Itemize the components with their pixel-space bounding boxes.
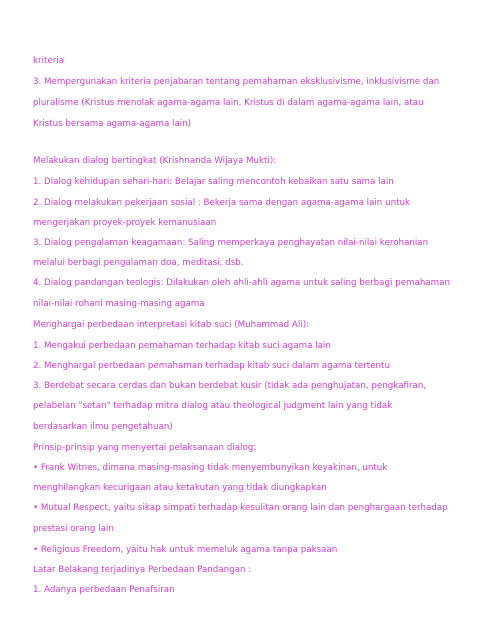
text-line: mengerjakan proyek-proyek kemanusiaan bbox=[33, 218, 217, 228]
text-line: 1. Mengakui perbedaan pemahaman terhadap kitab suci agama lain bbox=[33, 341, 331, 351]
text-line: Kristus bersama agama-agama lain) bbox=[33, 119, 192, 129]
bullet-item: • Frank Witnes, dimana masing-masing tidak menyembunyikan keyakinan, untuk bbox=[33, 463, 388, 473]
text-line: 2. Dialog melakukan pekerjaan sosial : Bekerja sama dengan agama-agama lain untuk bbox=[33, 198, 411, 208]
text-line: menghilangkan kecurigaan atau ketakutan yang tidak diungkapkan bbox=[33, 483, 327, 493]
section-heading: Menghargai perbedaan interpretasi kitab suci (Muhammad Ali): bbox=[33, 320, 310, 330]
text-line: pelabelan "setan" terhadap mitra dialog atau theological judgment lain yang tidak bbox=[33, 401, 393, 411]
text-line: pluralisme (Kristus menolak agama-agama lain, Kristus di dalam agama-agama lain, atau bbox=[33, 98, 424, 108]
text-line: 2. Menghargai perbedaan pemahaman terhadap kitab suci dalam agama tertentu bbox=[33, 361, 390, 371]
text-line: melalui berbagi pengalaman doa, meditasi, dsb. bbox=[33, 258, 244, 268]
text-line: 1. Adanya perbedaan Penafsiran bbox=[33, 585, 175, 595]
text-line: 1. Dialog kehidupan sehari-hari: Belajar saling mencontoh kebaikan satu sama lain bbox=[33, 177, 394, 187]
text-line: 3. Berdebat secara cerdas dan bukan berdebat kusir (tidak ada penghujatan, pengkafiran, bbox=[33, 381, 427, 391]
text-line: 3. Dialog pengalaman keagamaan: Saling memperkaya penghayatan nilai-nilai kerohanian bbox=[33, 238, 429, 248]
bullet-item: • Mutual Respect, yaitu sikap simpati terhadap kesulitan orang lain dan penghargaan terhadap bbox=[33, 503, 448, 513]
text-line: 4. Dialog pandangan teologis: Dilakukan oleh ahli-ahli agama untuk saling berbagi pemahaman bbox=[33, 278, 450, 288]
section-heading: Melakukan dialog bertingkat (Krishnanda Wijaya Mukti): bbox=[33, 156, 277, 166]
text-line: kriteria bbox=[33, 56, 65, 66]
text-line: 3. Mempergunakan kriteria penjabaran tentang pemahaman eksklusivisme, inklusivisme dan bbox=[33, 77, 440, 87]
section-heading: Latar Belakang terjadinya Perbedaan Pandangan : bbox=[33, 565, 252, 575]
text-line: nilai-nilai rohani masing-masing agama bbox=[33, 299, 205, 309]
section-heading: Prinsip-prinsip yang menyertai pelaksanaan dialog: bbox=[33, 443, 257, 453]
text-line: berdasarkan ilmu pengetahuan) bbox=[33, 422, 173, 432]
text-line: prestasi orang lain bbox=[33, 524, 114, 534]
bullet-item: • Religious Freedom, yaitu hak untuk memeluk agama tanpa paksaan bbox=[33, 545, 338, 555]
